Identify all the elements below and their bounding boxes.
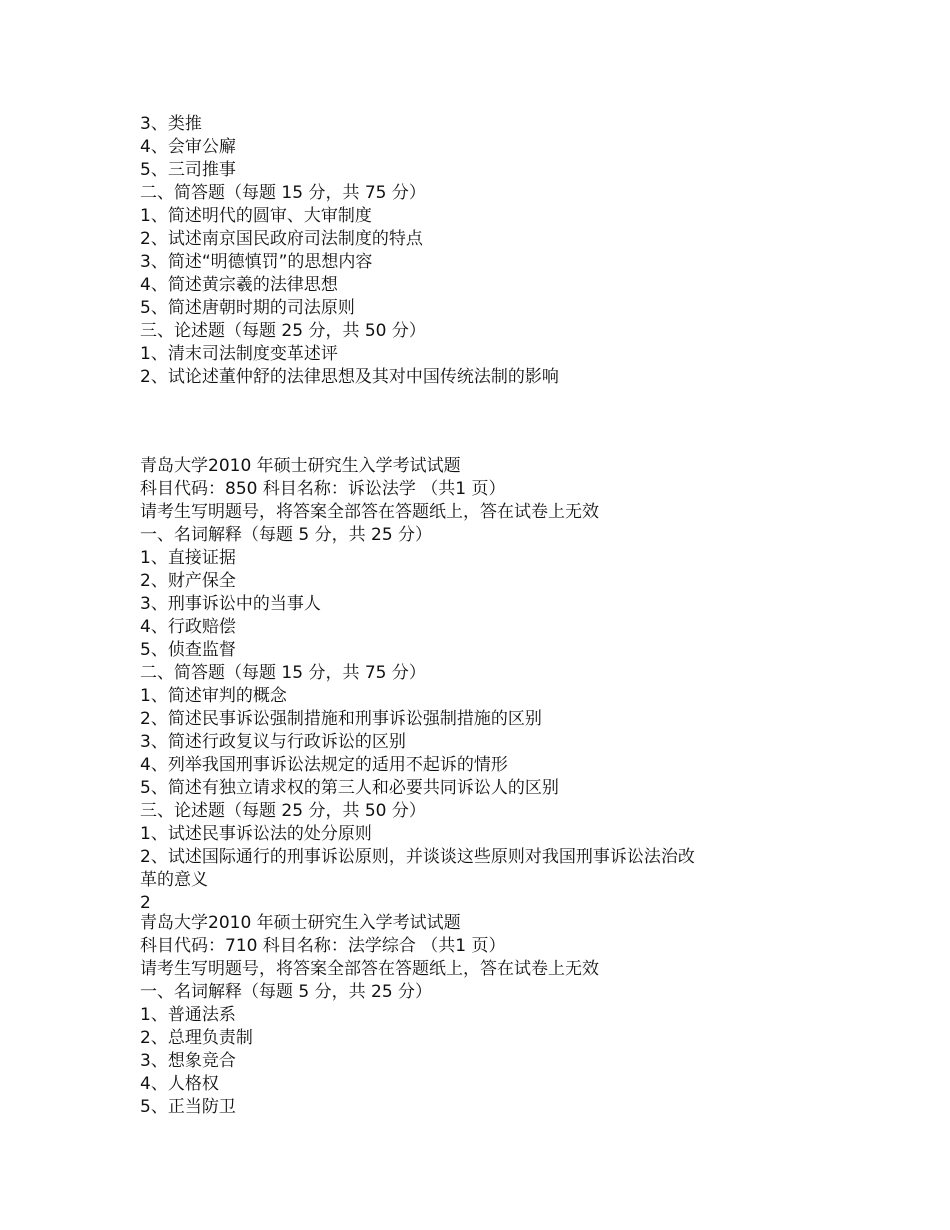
- term-item: 3、刑事诉讼中的当事人: [140, 594, 321, 614]
- term-item: 2、财产保全: [140, 571, 236, 591]
- term-item: 5、三司推事: [140, 160, 236, 180]
- term-item: 1、普通法系: [140, 1005, 236, 1025]
- term-item: 4、人格权: [140, 1074, 219, 1094]
- section-heading: 二、简答题（每题 15 分，共 75 分）: [140, 663, 426, 683]
- section-heading: 二、简答题（每题 15 分，共 75 分）: [140, 183, 426, 203]
- question-item: 2、试述南京国民政府司法制度的特点: [140, 229, 423, 249]
- page-number: 2: [140, 893, 151, 913]
- section-heading: 三、论述题（每题 25 分，共 50 分）: [140, 321, 426, 341]
- question-item: 3、简述行政复议与行政诉讼的区别: [140, 732, 406, 752]
- term-item: 5、正当防卫: [140, 1097, 236, 1117]
- question-item: 4、列举我国刑事诉讼法规定的适用不起诉的情形: [140, 755, 508, 775]
- exam-continuation-section: [140, 113, 840, 389]
- exam-instructions: 请考生写明题号，将答案全部答在答题纸上，答在试卷上无效: [140, 502, 599, 522]
- term-item: 5、侦查监督: [140, 640, 236, 660]
- exam-title: 青岛大学2010 年硕士研究生入学考试试题: [140, 913, 461, 933]
- exam-subject-info: 科目代码：850 科目名称：诉讼法学 （共1 页）: [140, 479, 506, 499]
- exam-instructions: 请考生写明题号，将答案全部答在答题纸上，答在试卷上无效: [140, 959, 599, 979]
- term-item: 3、类推: [140, 114, 202, 134]
- question-item: 1、简述审判的概念: [140, 686, 287, 706]
- question-item: 1、简述明代的圆审、大审制度: [140, 206, 372, 226]
- term-item: 3、想象竞合: [140, 1051, 236, 1071]
- section-heading: 三、论述题（每题 25 分，共 50 分）: [140, 801, 426, 821]
- essay-item: 1、试述民事诉讼法的处分原则: [140, 824, 372, 844]
- exam-title: 青岛大学2010 年硕士研究生入学考试试题: [140, 456, 461, 476]
- essay-item: 2、试述国际通行的刑事诉讼原则，并谈谈这些原则对我国刑事诉讼法治改: [140, 847, 695, 867]
- section-heading: 一、名词解释（每题 5 分，共 25 分）: [140, 982, 433, 1002]
- essay-item-continuation: 革的意义: [140, 870, 208, 890]
- exam-comprehensive-law: [140, 912, 840, 1119]
- question-item: 4、简述黄宗羲的法律思想: [140, 275, 338, 295]
- essay-item: 1、清末司法制度变革述评: [140, 344, 338, 364]
- question-item: 5、简述有独立请求权的第三人和必要共同诉讼人的区别: [140, 778, 559, 798]
- question-item: 2、简述民事诉讼强制措施和刑事诉讼强制措施的区别: [140, 709, 542, 729]
- term-item: 2、总理负责制: [140, 1028, 253, 1048]
- section-heading: 一、名词解释（每题 5 分，共 25 分）: [140, 525, 433, 545]
- essay-item: 2、试论述董仲舒的法律思想及其对中国传统法制的影响: [140, 367, 559, 387]
- term-item: 4、会审公廨: [140, 137, 236, 157]
- question-item: 5、简述唐朝时期的司法原则: [140, 298, 355, 318]
- exam-litigation-law: [140, 455, 840, 915]
- term-item: 1、直接证据: [140, 548, 236, 568]
- exam-subject-info: 科目代码：710 科目名称：法学综合 （共1 页）: [140, 936, 506, 956]
- term-item: 4、行政赔偿: [140, 617, 236, 637]
- question-item: 3、简述“明德慎罚”的思想内容: [140, 252, 373, 272]
